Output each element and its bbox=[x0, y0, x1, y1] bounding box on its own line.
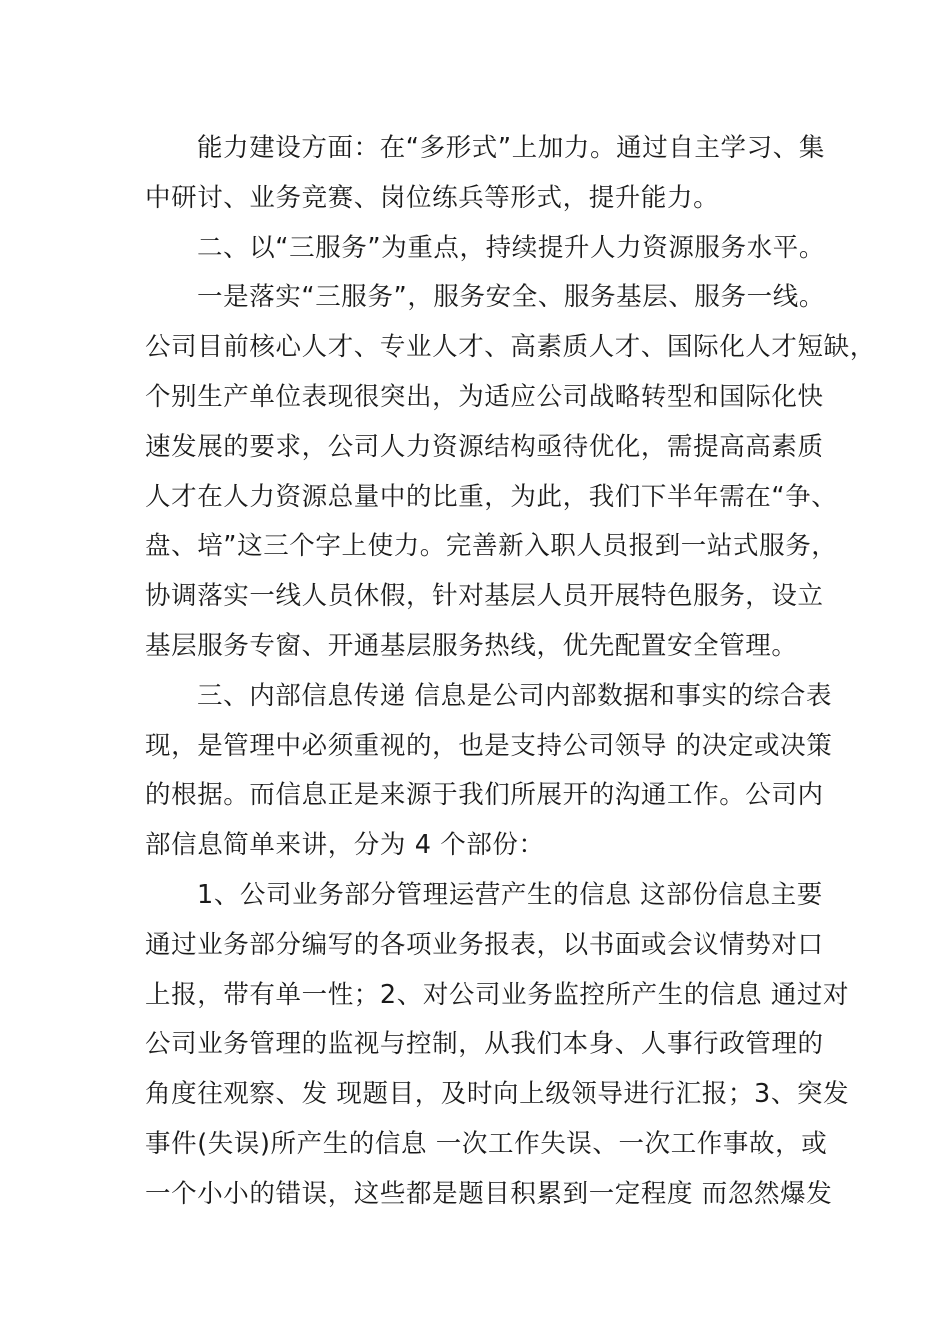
text-line: 通过业务部分编写的各项业务报表，以书面或会议情势对口 bbox=[145, 929, 824, 960]
text-line: 现，是管理中必须重视的，也是支持公司领导 的决定或决策 bbox=[145, 730, 833, 761]
text-line: 1、公司业务部分管理运营产生的信息 这部份信息主要 bbox=[197, 879, 823, 910]
text-line: 上报，带有单一性；2、对公司业务监控所产生的信息 通过对 bbox=[145, 979, 850, 1010]
document-body bbox=[145, 124, 876, 1220]
text-line: 事件(失误)所产生的信息 一次工作失误、一次工作事故，或 bbox=[145, 1128, 828, 1159]
text-line: 一个小小的错误，这些都是题目积累到一定程度 而忽然爆发 bbox=[145, 1178, 833, 1209]
text-line: 角度往观察、发 现题目，及时向上级领导进行汇报；3、突发 bbox=[145, 1079, 850, 1110]
text-line: 公司目前核心人才、专业人才、高素质人才、国际化人才短缺， bbox=[145, 332, 876, 363]
text-line: 人才在人力资源总量中的比重，为此，我们下半年需在“争、 bbox=[145, 481, 838, 512]
text-line: 公司业务管理的监视与控制，从我们本身、人事行政管理的 bbox=[145, 1029, 824, 1060]
text-line: 盘、培”这三个字上使力。完善新入职人员报到一站式服务， bbox=[145, 531, 838, 562]
text-line: 一是落实“三服务”，服务安全、服务基层、服务一线。 bbox=[197, 282, 825, 313]
text-line: 协调落实一线人员休假，针对基层人员开展特色服务，设立 bbox=[145, 581, 824, 612]
text-line: 部信息简单来讲，分为 4 个部份： bbox=[145, 830, 545, 861]
text-line: 基层服务专窗、开通基层服务热线，优先配置安全管理。 bbox=[145, 630, 798, 661]
text-line: 速发展的要求，公司人力资源结构亟待优化，需提高高素质 bbox=[145, 431, 824, 462]
text-line: 个别生产单位表现很突出，为适应公司战略转型和国际化快 bbox=[145, 381, 824, 412]
text-line: 的根据。而信息正是来源于我们所展开的沟通工作。公司内 bbox=[145, 780, 824, 811]
section-heading-line: 二、以“三服务”为重点，持续提升人力资源服务水平。 bbox=[197, 232, 825, 263]
text-line: 中研讨、业务竞赛、岗位练兵等形式，提升能力。 bbox=[145, 182, 720, 213]
text-line: 能力建设方面：在“多形式”上加力。通过自主学习、集 bbox=[197, 133, 825, 163]
section-heading-line: 三、内部信息传递 信息是公司内部数据和事实的综合表 bbox=[197, 680, 833, 711]
